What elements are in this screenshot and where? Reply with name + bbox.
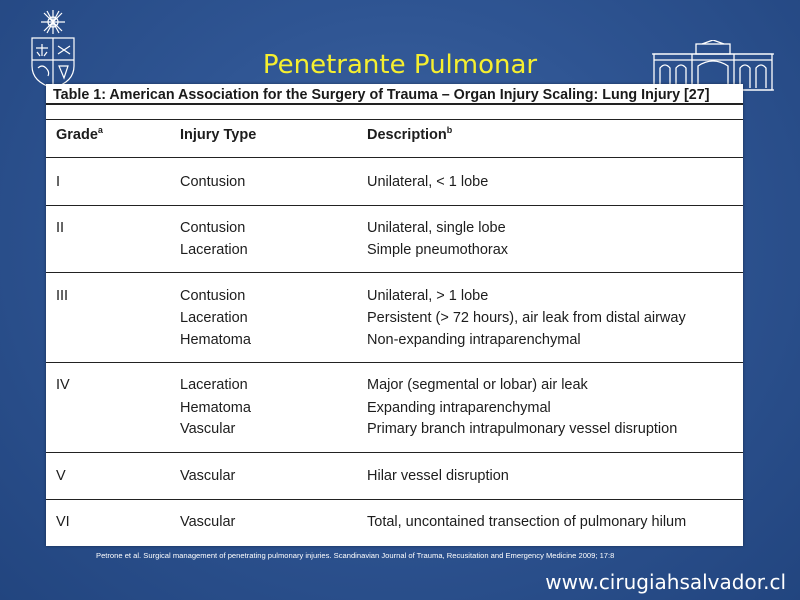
grade-cell: IV [56, 377, 70, 393]
description-cell: Non-expanding intraparenchymal [367, 332, 581, 348]
header-description-label: Description [367, 127, 447, 143]
divider [46, 103, 743, 105]
injury-type-cell: Laceration [180, 242, 248, 258]
divider [46, 205, 743, 206]
grade-cell: VI [56, 514, 70, 530]
injury-type-cell: Vascular [180, 468, 236, 484]
description-cell: Major (segmental or lobar) air leak [367, 377, 588, 393]
description-cell: Persistent (> 72 hours), air leak from distal airway [367, 310, 686, 326]
divider [46, 362, 743, 363]
description-cell: Primary branch intrapulmonary vessel disruption [367, 421, 678, 437]
slide-title: Penetrante Pulmonar [262, 50, 538, 80]
citation: Petrone et al. Surgical management of penetrating pulmonary injuries. Scandinavian Journal of Trauma, Recusitation and Emergency Medicine 2009; 17:8 [96, 551, 615, 560]
injury-type-cell: Vascular [180, 514, 236, 530]
description-cell: Expanding intraparenchymal [367, 400, 551, 416]
header-description [367, 124, 452, 146]
description-cell: Total, uncontained transection of pulmonary hilum [367, 514, 687, 530]
header-grade-label: Grade [56, 127, 98, 143]
description-cell: Simple pneumothorax [367, 242, 509, 258]
description-cell: Unilateral, > 1 lobe [367, 288, 489, 304]
divider [46, 499, 743, 500]
divider [46, 157, 743, 158]
injury-type-cell: Hematoma [180, 400, 251, 416]
injury-type-cell: Laceration [180, 377, 248, 393]
injury-type-cell: Contusion [180, 220, 246, 236]
grade-cell: I [56, 174, 61, 190]
grade-cell: V [56, 468, 66, 484]
divider [46, 452, 743, 453]
injury-scale-table [46, 84, 743, 546]
description-cell: Unilateral, < 1 lobe [367, 174, 489, 190]
header-injury-type: Injury Type [180, 127, 257, 143]
injury-type-cell: Contusion [180, 174, 246, 190]
grade-cell: III [56, 288, 69, 304]
table-caption: Table 1: American Association for the Surgery of Trauma – Organ Injury Scaling: Lung Injury [27] [53, 87, 710, 103]
injury-type-cell: Hematoma [180, 332, 251, 348]
divider [46, 272, 743, 273]
divider [46, 119, 743, 120]
injury-type-cell: Vascular [180, 421, 236, 437]
website-url: www.cirugiahsalvador.cl [545, 570, 786, 594]
description-cell: Hilar vessel disruption [367, 468, 509, 484]
description-cell: Unilateral, single lobe [367, 220, 506, 236]
injury-type-cell: Contusion [180, 288, 246, 304]
injury-type-cell: Laceration [180, 310, 248, 326]
header-description-footnote: b [446, 125, 453, 136]
grade-cell: II [56, 220, 65, 236]
header-grade-footnote: a [97, 125, 103, 136]
header-grade [56, 124, 103, 146]
